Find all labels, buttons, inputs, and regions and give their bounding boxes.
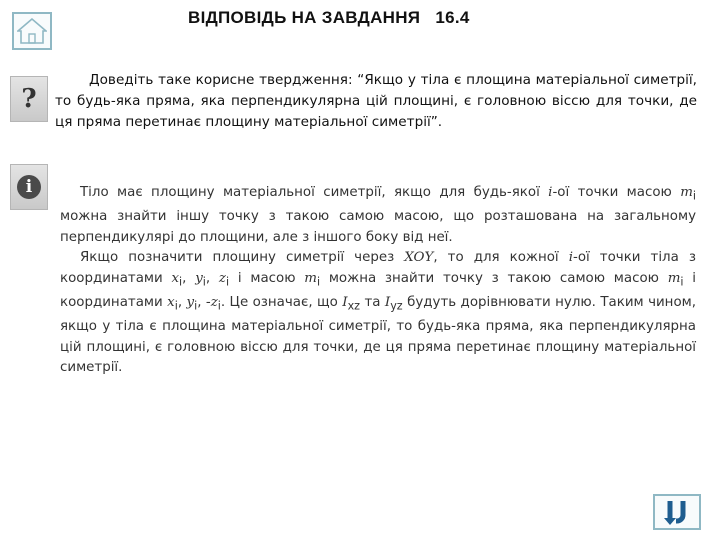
info-icon: i [10, 164, 48, 210]
answer-paragraph-1: Тіло має площину матеріальної симетрії, якщо для будь-якої i-ої точки масою $m_i$ можна знайти іншу точку з такою самою масою, що розташована на загальному перпендикулярі до площини, але з іншого боку від неї. [60, 185, 696, 245]
return-arrow-icon [662, 498, 692, 526]
home-icon [17, 17, 47, 45]
question-icon: ? [10, 76, 48, 122]
page-title: ВІДПОВІДЬ НА ЗАВДАННЯ 16.4 [188, 8, 470, 27]
question-text: Доведіть таке корисне твердження: “Якщо у тіла є площина матеріальної симетрії, то будь-яка пряма, яка перпендикулярна цій площині, є головною віссю для точки, де ця пряма перетинає площину матеріальної симетрії”. [55, 72, 697, 130]
answer-text [60, 183, 696, 379]
answer-paragraph-2: Якщо позначити площину симетрії через XOY, то для кожної i-ої точки тіла з координатами $x_i$, $y_i$, $z_i$ і масою $m_i$ можна знайти точку з такою самою масою $m_i$ і координатами $x_i$, $y_i$, $-z_i$. Це означає, що $I_{xz}$ та $I_{yz}$ будуть дорівнювати нулю. Таким чином, якщо у тіла є площина матеріальної симетрії, то будь-яка пряма, яка перпендикулярна цій площині, є головною віссю для точки, де ця пряма перетинає площину матеріальної симетрії. [60, 250, 697, 376]
home-button[interactable] [12, 12, 52, 50]
back-button[interactable] [653, 494, 701, 530]
